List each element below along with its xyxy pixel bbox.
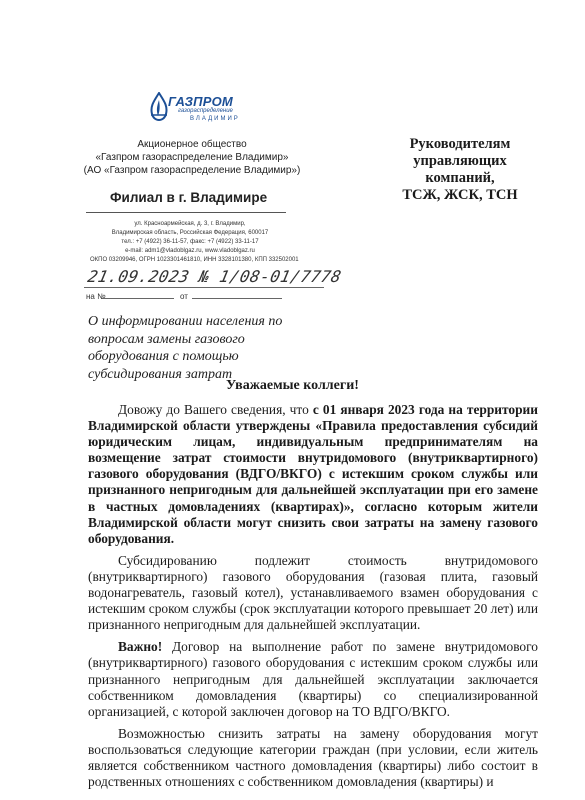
requisites-line: ОКПО 03209946, ОГРН 1023301461810, ИНН 3328101380, КПП 332502001 xyxy=(90,257,299,263)
org-type: Акционерное общество xyxy=(137,139,247,150)
addressee-line: управляющих компаний, xyxy=(413,153,507,186)
divider xyxy=(86,212,286,213)
addressee-block xyxy=(380,136,540,204)
logo-brand-text: ГАЗПРОМ xyxy=(168,94,233,109)
logo-subtitle: газораспределение xyxy=(178,108,233,114)
reference-number-label: на № xyxy=(86,292,106,301)
registration-number xyxy=(84,265,344,293)
logo-city: ВЛАДИМИР xyxy=(190,116,240,122)
branch-name: Филиал в г. Владимире xyxy=(110,190,268,205)
paragraph-bold-text: с 01 января 2023 года на территории Владимирской области утверждены «Правила предоставления субсидий юридическим лицам, индивидуальным предпринимателям на возмещение затрат стоимости внутридомового (внутриквартирного) газового оборудования (ВДГО/ВКГО) с истекшим сроком службы или признанного непригодным для дальнейшей эксплуатации при его замене в частных домовладениях (квартирах)», согласно которым жители Владимирской области могут снизить свои затраты на замену газового оборудования. xyxy=(88,402,538,546)
paragraph xyxy=(88,402,538,547)
paragraph: Возможностью снизить затраты на замену оборудования могут воспользоваться следующие категории граждан (при условии, если житель является собственником частного домовладения (квартиры) либо состоит в родственных отношениях с собственником домовладения (квартиры) и xyxy=(88,725,538,790)
letter-subject: О информировании населения по вопросам замены газового оборудования с помощью субсидирования затрат xyxy=(88,314,283,382)
paragraph-text: Договор на выполнение работ по замене внутридомового (внутриквартирного) газового оборудования с истекшим сроком службы или признанного непригодным для дальнейшей эксплуатации заключается собственником домовладения (квартиры) со специализированной организацией, с которой заключен договор на ТО ВДГО/ВКГО. xyxy=(88,639,538,719)
paragraph xyxy=(88,639,538,719)
flame-logo-icon xyxy=(148,92,170,126)
email-line: e-mail: adm1@vladoblgaz.ru, www.vladoblgaz.ru xyxy=(125,248,255,254)
reference-number-line xyxy=(102,298,174,299)
phone-line: тел.: +7 (4922) 36-11-57, факс: +7 (4922) 33-11-17 xyxy=(121,239,259,245)
reference-date-label: от xyxy=(180,292,188,301)
paragraph: Субсидированию подлежит стоимость внутридомового (внутриквартирного) газового оборудования (газовая плита, газовый водонагреватель, газовый котел), устанавливаемого взамен оборудования с истекшим сроком службы (срок эксплуатации которого превышает 20 лет) или признанного непригодным для дальнейшей эксплуатации. xyxy=(88,552,538,633)
handwritten-registration: 21.09.2023 № 1/08-01/7778 xyxy=(85,267,344,286)
addressee-line: ТСЖ, ЖСК, ТСН xyxy=(402,187,518,203)
letter-body xyxy=(88,402,538,796)
org-short-name: (АО «Газпром газораспределение Владимир») xyxy=(83,165,301,176)
addressee-line: Руководителям xyxy=(409,136,511,152)
important-label: Важно! xyxy=(118,639,163,655)
salutation: Уважаемые коллеги! xyxy=(226,378,359,393)
registration-underline xyxy=(84,287,324,288)
address-line: ул. Красноармейская, д. 3, г. Владимир, xyxy=(134,221,246,227)
address-line: Владимирская область, Российская Федерация, 600017 xyxy=(111,230,269,236)
reference-date-line xyxy=(192,298,282,299)
company-logo xyxy=(148,92,238,130)
org-name: «Газпром газораспределение Владимир» xyxy=(95,152,289,163)
paragraph-text: Довожу до Вашего сведения, что xyxy=(118,402,313,417)
